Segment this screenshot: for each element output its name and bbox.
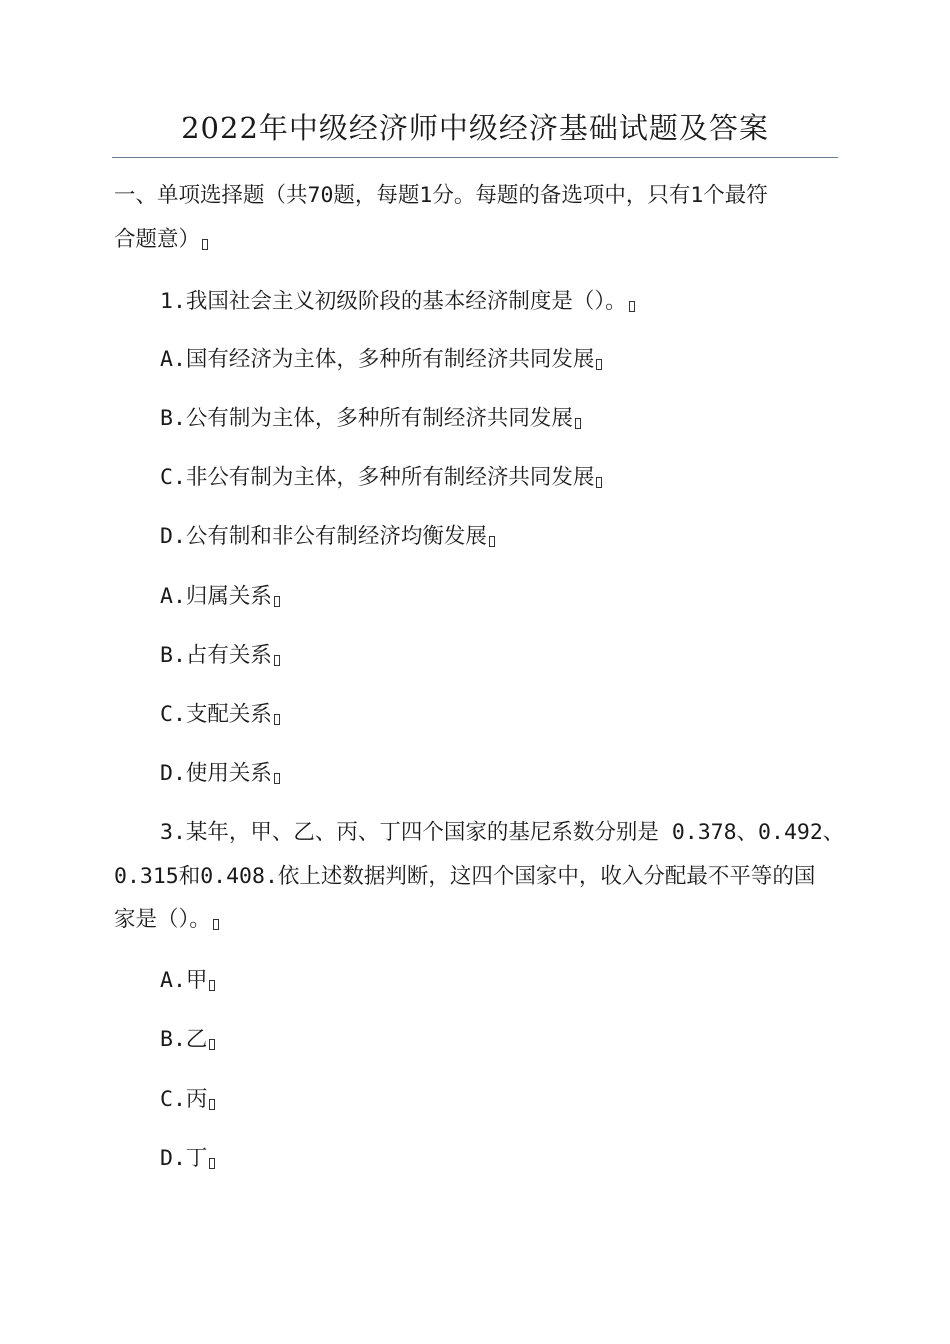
question-2-option-b: B.占有关系 [160, 645, 280, 667]
paragraph-mark-icon [209, 1039, 215, 1050]
paragraph-mark-icon [274, 596, 280, 607]
question-3-option-c: C.丙 [160, 1089, 215, 1111]
paragraph-mark-icon [213, 919, 219, 930]
question-3-stem-line-1: 3.某年，甲、乙、丙、丁四个国家的基尼系数分别是 0.378、0.492、 [160, 820, 845, 845]
paragraph-mark-icon [489, 536, 495, 547]
question-2-option-c: C.支配关系 [160, 704, 280, 726]
question-1-option-a: A.国有经济为主体，多种所有制经济共同发展 [160, 349, 602, 371]
title-divider [112, 157, 838, 158]
question-1-option-c: C.非公有制为主体，多种所有制经济共同发展 [160, 467, 602, 489]
question-1-stem: 1.我国社会主义初级阶段的基本经济制度是（）。 [160, 291, 635, 313]
paragraph-mark-icon [274, 655, 280, 666]
paragraph-mark-icon [575, 418, 581, 429]
question-3-option-b: B.乙 [160, 1029, 215, 1051]
paragraph-mark-icon [274, 714, 280, 725]
question-3-option-d: D.丁 [160, 1148, 215, 1170]
document-title: 2022年中级经济师中级经济基础试题及答案 [181, 111, 769, 145]
section-header-line-2: 合题意） [114, 229, 208, 251]
question-3-option-a: A.甲 [160, 970, 215, 992]
paragraph-mark-icon [596, 477, 602, 488]
question-3-stem-line-3: 家是（）。 [114, 909, 219, 931]
paragraph-mark-icon [274, 773, 280, 784]
paragraph-mark-icon [596, 359, 602, 370]
paragraph-mark-icon [209, 1158, 215, 1169]
paragraph-mark-icon [202, 239, 208, 250]
question-3-stem-line-2: 0.315和0.408.依上述数据判断，这四个国家中，收入分配最不平等的国 [114, 864, 816, 889]
paragraph-mark-icon [629, 301, 635, 312]
paragraph-mark-icon [209, 1099, 215, 1110]
question-1-option-d: D.公有制和非公有制经济均衡发展 [160, 526, 495, 548]
question-2-option-a: A.归属关系 [160, 586, 280, 608]
question-1-option-b: B.公有制为主体，多种所有制经济共同发展 [160, 408, 581, 430]
question-2-option-d: D.使用关系 [160, 763, 280, 785]
section-header-line-1: 一、单项选择题（共70题，每题1分。每题的备选项中，只有1个最符 [114, 183, 768, 208]
paragraph-mark-icon [209, 980, 215, 991]
